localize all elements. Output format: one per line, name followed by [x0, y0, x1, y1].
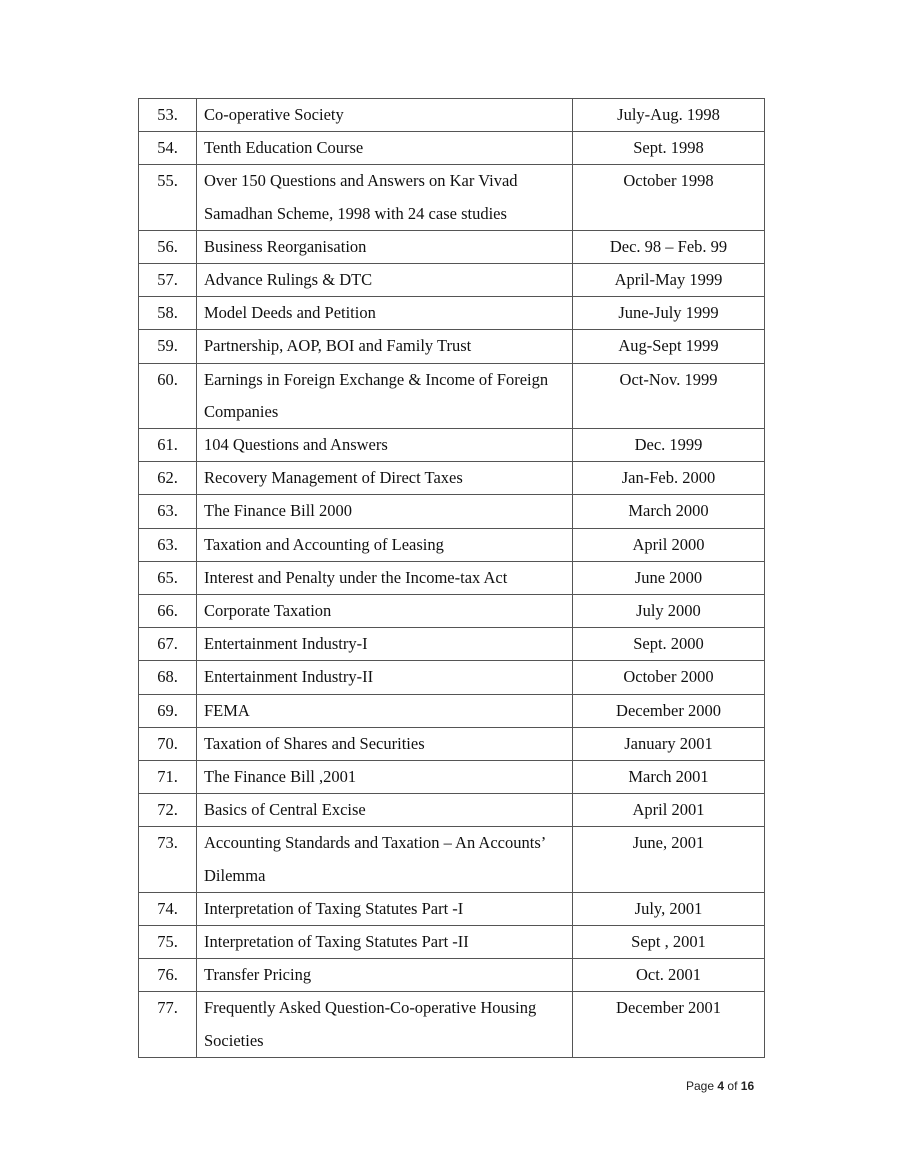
table-row — [139, 297, 765, 330]
publication-title: Interpretation of Taxing Statutes Part -I — [197, 892, 573, 925]
publication-date: October 1998 — [573, 165, 765, 230]
row-number: 65. — [139, 561, 197, 594]
publication-date: Sept. 1998 — [573, 132, 765, 165]
table-row — [139, 827, 765, 892]
publication-date: Sept , 2001 — [573, 926, 765, 959]
table-row — [139, 528, 765, 561]
publication-date: Oct. 2001 — [573, 959, 765, 992]
publication-date: Dec. 1999 — [573, 429, 765, 462]
row-number: 70. — [139, 727, 197, 760]
publication-title: Taxation and Accounting of Leasing — [197, 528, 573, 561]
publication-date: Jan-Feb. 2000 — [573, 462, 765, 495]
table-row — [139, 429, 765, 462]
row-number: 63. — [139, 495, 197, 528]
table-row — [139, 462, 765, 495]
table-row — [139, 495, 765, 528]
page-footer — [686, 1079, 766, 1093]
table-row — [139, 132, 765, 165]
table-row — [139, 264, 765, 297]
table-row — [139, 561, 765, 594]
publication-title: Partnership, AOP, BOI and Family Trust — [197, 330, 573, 363]
page-word: Page — [686, 1079, 715, 1093]
publication-date: Sept. 2000 — [573, 628, 765, 661]
publication-date: July 2000 — [573, 595, 765, 628]
table-row — [139, 99, 765, 132]
row-number: 54. — [139, 132, 197, 165]
table-row — [139, 926, 765, 959]
publication-date: April 2001 — [573, 794, 765, 827]
publications-table-body — [139, 99, 765, 1058]
publication-date: December 2000 — [573, 694, 765, 727]
publication-date: January 2001 — [573, 727, 765, 760]
row-number: 55. — [139, 165, 197, 230]
publication-date: June 2000 — [573, 561, 765, 594]
row-number: 57. — [139, 264, 197, 297]
row-number: 62. — [139, 462, 197, 495]
publication-date: July-Aug. 1998 — [573, 99, 765, 132]
table-row — [139, 727, 765, 760]
publication-title: The Finance Bill 2000 — [197, 495, 573, 528]
publication-title: Advance Rulings & DTC — [197, 264, 573, 297]
publication-title: Recovery Management of Direct Taxes — [197, 462, 573, 495]
table-row — [139, 794, 765, 827]
publication-date: Aug-Sept 1999 — [573, 330, 765, 363]
table-row — [139, 628, 765, 661]
publication-title: Model Deeds and Petition — [197, 297, 573, 330]
table-row — [139, 230, 765, 263]
publication-title: Earnings in Foreign Exchange & Income of Foreign Companies — [197, 363, 573, 428]
row-number: 67. — [139, 628, 197, 661]
table-row — [139, 330, 765, 363]
row-number: 56. — [139, 230, 197, 263]
publication-title: Basics of Central Excise — [197, 794, 573, 827]
publication-title: Entertainment Industry-II — [197, 661, 573, 694]
publication-title: Co-operative Society — [197, 99, 573, 132]
table-row — [139, 992, 765, 1057]
row-number: 72. — [139, 794, 197, 827]
publication-title: Corporate Taxation — [197, 595, 573, 628]
row-number: 63. — [139, 528, 197, 561]
row-number: 61. — [139, 429, 197, 462]
row-number: 75. — [139, 926, 197, 959]
table-row — [139, 661, 765, 694]
page-total: 16 — [740, 1079, 755, 1093]
row-number: 77. — [139, 992, 197, 1057]
table-row — [139, 165, 765, 230]
row-number: 71. — [139, 761, 197, 794]
publication-date: June, 2001 — [573, 827, 765, 892]
publication-title: 104 Questions and Answers — [197, 429, 573, 462]
table-row — [139, 363, 765, 428]
publication-title: Frequently Asked Question-Co-operative Housing Societies — [197, 992, 573, 1057]
row-number: 68. — [139, 661, 197, 694]
row-number: 74. — [139, 892, 197, 925]
publication-title: The Finance Bill ,2001 — [197, 761, 573, 794]
table-row — [139, 694, 765, 727]
row-number: 66. — [139, 595, 197, 628]
publication-title: Accounting Standards and Taxation – An Accounts’ Dilemma — [197, 827, 573, 892]
publication-title: Transfer Pricing — [197, 959, 573, 992]
publication-title: Taxation of Shares and Securities — [197, 727, 573, 760]
row-number: 73. — [139, 827, 197, 892]
publication-title: Business Reorganisation — [197, 230, 573, 263]
publication-date: July, 2001 — [573, 892, 765, 925]
publication-date: April 2000 — [573, 528, 765, 561]
row-number: 58. — [139, 297, 197, 330]
publication-date: March 2000 — [573, 495, 765, 528]
publication-title: FEMA — [197, 694, 573, 727]
publication-title: Over 150 Questions and Answers on Kar Vivad Samadhan Scheme, 1998 with 24 case studies — [197, 165, 573, 230]
table-row — [139, 959, 765, 992]
row-number: 53. — [139, 99, 197, 132]
table-row — [139, 892, 765, 925]
publication-title: Interest and Penalty under the Income-tax Act — [197, 561, 573, 594]
publications-table — [138, 98, 765, 1058]
publication-date: Dec. 98 – Feb. 99 — [573, 230, 765, 263]
publication-date: December 2001 — [573, 992, 765, 1057]
publication-date: October 2000 — [573, 661, 765, 694]
row-number: 60. — [139, 363, 197, 428]
publication-date: June-July 1999 — [573, 297, 765, 330]
table-row — [139, 595, 765, 628]
publication-title: Entertainment Industry-I — [197, 628, 573, 661]
of-word: of — [727, 1079, 738, 1093]
publication-date: April-May 1999 — [573, 264, 765, 297]
row-number: 59. — [139, 330, 197, 363]
row-number: 69. — [139, 694, 197, 727]
publication-date: Oct-Nov. 1999 — [573, 363, 765, 428]
publication-date: March 2001 — [573, 761, 765, 794]
table-row — [139, 761, 765, 794]
publication-title: Tenth Education Course — [197, 132, 573, 165]
row-number: 76. — [139, 959, 197, 992]
page-current: 4 — [717, 1079, 725, 1093]
publication-title: Interpretation of Taxing Statutes Part -II — [197, 926, 573, 959]
